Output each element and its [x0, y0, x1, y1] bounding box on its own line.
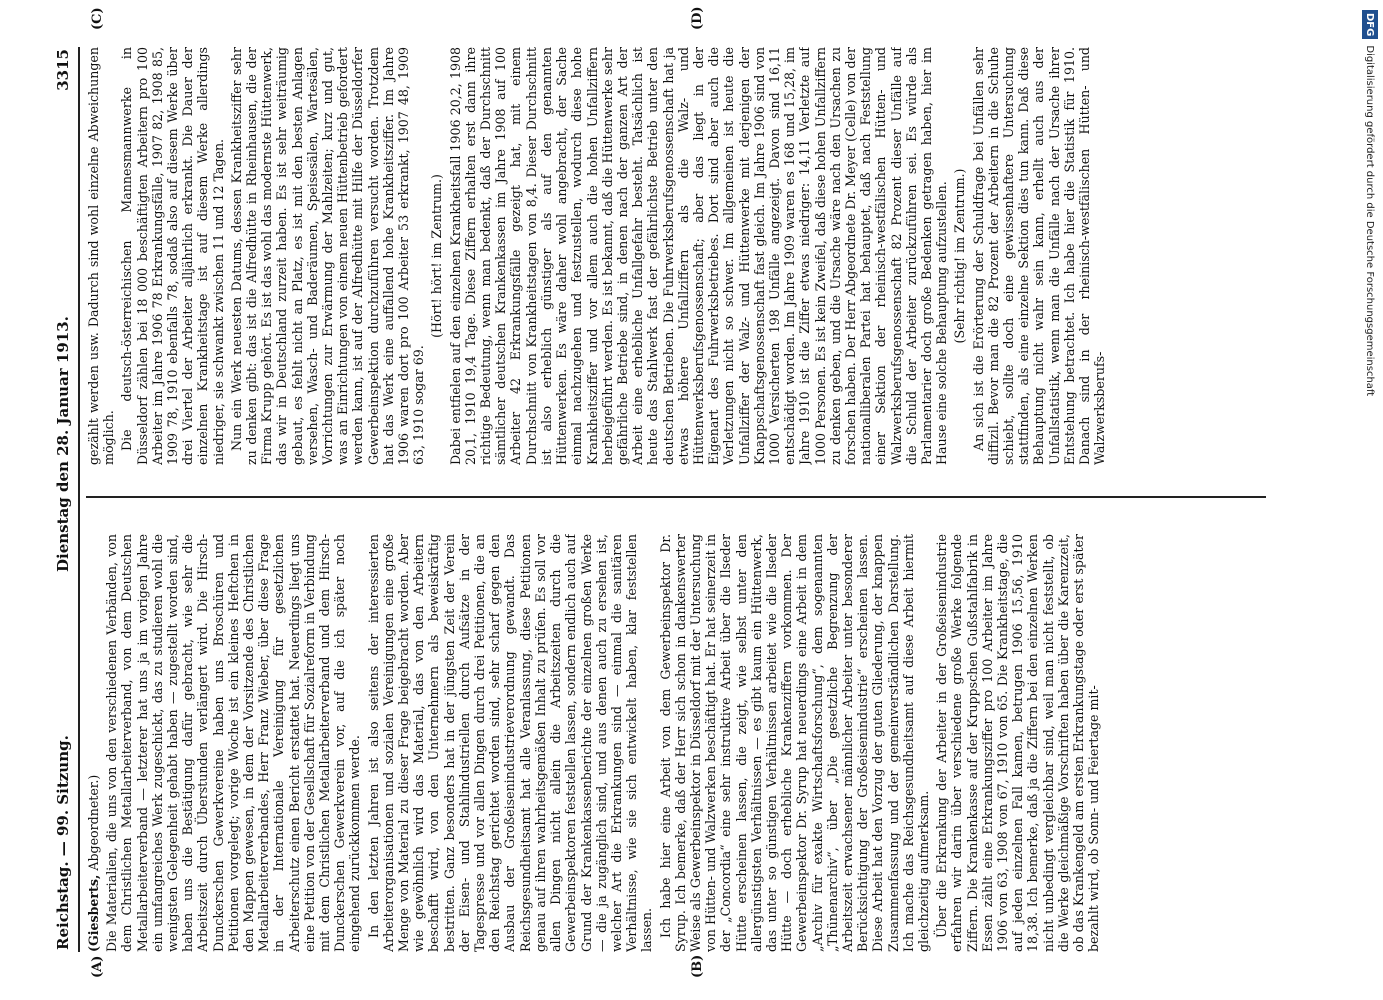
page-number: 3315 — [54, 49, 72, 91]
speaker-line — [86, 534, 101, 952]
header-date: Dienstag den 28. Januar 1913. — [54, 316, 72, 572]
speaker-role: Abgeordneter.) — [86, 774, 101, 871]
credit-line — [1362, 10, 1378, 990]
column-divider — [86, 496, 1266, 498]
paragraph: Dabei entfielen auf den einzelnen Krankheitsfall 1906 20,2, 1908 20,1, 1910 19,4 Tage. Diese Ziffern erhalten erst dann ihre richtige Bedeutung, wenn man bedenkt, daß der Durchschnitt sämtlicher deutschen Krankenkassen im Jahre 1908 auf 100 Arbeiter 42 Erkrankungsfälle gezeigt hat, mit einem Durchschnitt von Krankheitstagen von 8,4. Dieser Durchschnitt ist also erheblich günstiger als auf den genannten Hüttenwerken. Es wäre daher wohl angebracht, der Sache einmal nachzugehen und festzustellen, wodurch diese hohe Krankheitsziffer und vor allem auch die hohen Unfallziffern herbeigeführt werden. Es ist bekannt, daß die Hüttenwerke sehr gefährliche Betriebe sind, in denen nach der ganzen Art der Arbeit eine erhebliche Unfallgefahr besteht. Tatsächlich ist heute das Stahlwerk fast der gefährlichste Betrieb unter den deutschen Betrieben. Die Fuhrwerksberufsgenossenschaft hat ja etwas höhere Unfallziffern als die Walz- und Hüttenwerksberufsgenossenschaft; aber das liegt in der Eigenart des Fuhrwerksbetriebes. Dort sind aber auch die Verletzungen nicht so schwer. Im allgemeinen ist heute die Unfallziffer der Walz- und Hüttenwerke mit derjenigen der Knappschaftsgenossenschaft fast gleich. Im Jahre 1906 sind von 1000 Versicherten 198 Unfälle angezeigt. Davon sind 16,11 entschädigt worden. Im Jahre 1909 waren es 168 und 15,28, im Jahre 1910 ist die Ziffer etwas niedriger: 14,11 Verletzte auf 1000 Personen. Es ist kein Zweifel, daß diese hohen Unfallziffern zu denken geben, und die Ursache wäre nach den Ursachen zu forschen haben. Der Herr Abgeordnete Dr. Meyer (Celle) von der nationalliberalen Partei hat behauptet, daß nach Feststellung einer Sektion der rheinisch-westfälischen Hütten- und Walzwerksberufsgenossenschaft 82 Prozent dieser Unfälle auf die Schuld der Arbeiter zurückzuführen sei. Es würde als Parlamentarier doch große Bedenken getragen haben, hier im Hause eine solche Behauptung aufzustellen. — [447, 47, 950, 465]
interjection: (Sehr richtig! im Zentrum.) — [952, 168, 968, 344]
paragraph: gezählt werden usw. Dadurch sind wohl einzelne Abweichungen möglich. — [86, 47, 117, 465]
left-text-column — [86, 534, 1266, 952]
header-section-title: Reichstag. — 99. Sitzung. — [54, 735, 72, 950]
paragraph: Ich habe hier eine Arbeit von dem Gewerbeinspektor Dr. Syrup. Ich bemerke, daß der Herr sich schon in dankenswerter Weise als Gewerbeinspektor in Düsseldorf mit der Untersuchung von Hütten- und Walzwerken beschäftigt hat. Er hat seinerzeit in der „Concordia“ eine sehr instruktive Arbeit über die Ilseder Hütte erscheinen lassen, die zeigt, wie selbst unter den allergünstigsten Verhältnissen — es gibt kaum ein Hüttenwerk, das unter so günstigen Verhältnissen arbeitet wie die Ilseder Hütte — doch erhebliche Krankenziffern vorkommen. Der Gewerbeinspektor Dr. Syrup hat neuerdings eine Arbeit in dem „Archiv für exakte Wirtschaftsforschung“, dem sogenannten „Thünenarchiv“, über „Die gesetzliche Begrenzung der Arbeitszeit erwachsener männlicher Arbeiter unter besonderer Berücksichtigung der Großeisenindustrie“ erscheinen lassen. Diese Arbeit hat den Vorzug der guten Gliederung, der knappen Zusammenfassung und der gemeinverständlichen Darstellung. Ich mache das Reichsgesundheitsamt auf diese Arbeit hiermit gleichzeitig aufmerksam. — [657, 534, 931, 952]
right-text-column — [86, 47, 1266, 465]
speaker-name: (Giesberts, — [86, 874, 101, 952]
margin-marker-c: (C) — [90, 7, 105, 30]
paragraph: Über die Erkrankung der Arbeiter in der Großeisenindustrie erfahren wir darin über verschiedene große Werke folgende Ziffern. Die Krankenkasse auf der Kruppschen Gußstahlfabrik in Essen zählt eine Erkrankungsziffer pro 100 Arbeiter im Jahre 1906 von 63, 1908 von 67, 1910 von 65. Die Krankheitstage, die auf jeden einzelnen Fall kamen, betrugen 1906 15,56, 1910 18,38. Ich bemerke, daß ja die Ziffern bei den einzelnen Werken nicht unbedingt vergleichbar sind, weil man nicht feststellt, ob die Werke gleichmäßige Vorschriften haben über die Karenzzeit, ob das Krankengeld am ersten Erkrankungstage oder erst später bezahlt wird, ob Sonn- und Feiertage mit- — [934, 534, 1102, 952]
dfg-logo: DFG — [1362, 10, 1378, 39]
margin-marker-d: (D) — [690, 6, 705, 30]
page-header — [50, 47, 80, 952]
paragraph: Die Materialien, die uns von den verschiedenen Verbänden, von dem Christlichen Metallarbeiterverband, von dem Deutschen Metallarbeiterverband — letzterer hat uns ja im vorigen Jahre ein umfangreiches Werk zugeschickt, das zu studieren wohl die wenigsten Gelegenheit gehabt haben — zugestellt worden sind, haben uns die Bestätigung dafür gebracht, wie sehr die Arbeitszeit durch Überstunden verlängert wird. Die Hirsch-Dunckerschen Gewerkvereine haben uns Broschüren und Petitionen vorgelegt; vorige Woche ist ein kleines Heftchen in den Mappen gewesen, in dem der Vorsitzende des Christlichen Metallarbeiterverbandes, Herr Franz Wieber, über diese Frage in der Internationale Vereinigung für gesetzlichen Arbeiterschutz einen Bericht erstattet hat. Neuerdings liegt uns eine Petition von der Gesellschaft für Sozialreform in Verbindung mit dem Christlichen Metallarbeiterverband und dem Hirsch-Dunckerschen Gewerkverein vor, auf die ich später noch eingehend zurückkommen werde. — [104, 534, 363, 952]
margin-marker-b: (B) — [690, 954, 705, 978]
margin-marker-a: (A) — [90, 955, 105, 978]
interjection: (Hört! hört! im Zentrum.) — [429, 174, 445, 338]
digitization-credit — [1362, 10, 1380, 990]
paragraph: An sich ist die Erörterung der Schuldfrage bei Unfällen sehr diffizil. Bevor man die 82 Prozent der Arbeitern in die Schuhe schiebt, sollte doch eine gewissenhaftere Untersuchung stattfinden, als eine einzelne Sektion dies tun kann. Daß diese Behauptung nicht wahr sein kann, erhellt auch aus der Unfallstatistik, wenn man die Unfälle nach der Ursache ihrer Entstehung betrachtet. Ich habe hier die Statistik für 1910. Danach sind in der rheinisch-westfälischen Hütten- und Walzwerksberufs- — [970, 47, 1108, 465]
paragraph: Nun ein Werk neuesten Datums, dessen Krankheitsziffer sehr zu denken gibt: das ist die Alfredhütte in Rheinhausen, die der Firma Krupp gehört. Es ist das wohl das modernste Hüttenwerk, das wir in Deutschland zurzeit haben. Es ist sehr weiträumig gebaut, es fehlt nicht an Platz, es ist mit den besten Anlagen versehen, Wasch- und Baderäumen, Speisesälen, Wartesälen, Vorrichtungen zur Erwärmung der Mahlzeiten; kurz und gut, was an Einrichtungen von einem neuen Hüttenbetrieb gefordert werden kann, ist auf der Alfredhütte mit Hilfe der Düsseldorfer Gewerbeinspektion durchzuführen versucht worden. Trotzdem hat das Werk eine auffallend hohe Krankheitsziffer. Im Jahre 1906 waren dort pro 100 Arbeiter 53 erkrankt, 1907 48, 1909 63, 1910 sogar 69. — [228, 47, 427, 465]
credit-text: Digitalisierung gefördert durch die Deutsche Forschungsgemeinschaft — [1364, 45, 1375, 397]
paragraph: Die deutsch-österreichischen Mannesmannwerke in Düsseldorf zählen bei 18 000 beschäftigten Arbeitern pro 100 Arbeiter im Jahre 1906 78 Erkrankungsfälle, 1907 82, 1908 85, 1909 78, 1910 ebenfalls 78, sodaß also auf diesem Werke über drei Viertel der Arbeiter alljährlich erkrankt. Die Dauer der einzelnen Krankheitstage ist auf diesem Werke allerdings niedriger, sie schwankt zwischen 11 und 12 Tagen. — [119, 47, 226, 465]
paragraph: In den letzten Jahren ist also seitens der interessierten Arbeiterorganisationen und sozialen Vereinigungen eine große Menge von Material zu dieser Frage beigebracht worden. Aber wie gewöhnlich wird das Material, das von den Arbeitern beschafft wird, von den Unternehmern als beweiskräftig bestritten. Ganz besonders hat in der jüngsten Zeit der Verein der Eisen- und Stahlindustriellen durch Aufsätze in der Tagespresse und vor allen Dingen durch drei Petitionen, die an den Reichstag gerichtet worden sind, sehr scharf gegen den Ausbau der Großeisenindustrieverordnung gewandt. Das Reichsgesundheitsamt hat alle Veranlassung, diese Petitionen genau auf ihren wahrheitsgemäßen Inhalt zu prüfen. Es soll vor allen Dingen nicht allein die Arbeitszeiten durch die Gewerbeinspektoren feststellen lassen, sondern endlich auch auf Grund der Krankenkassenberichte der einzelnen großen Werke — die ja zugänglich sind, und aus denen auch zu ersehen ist, welcher Art die Erkrankungen sind — einmal die sanitären Verhältnisse, wie sie sich entwickelt haben, klar feststellen lassen. — [365, 534, 655, 952]
